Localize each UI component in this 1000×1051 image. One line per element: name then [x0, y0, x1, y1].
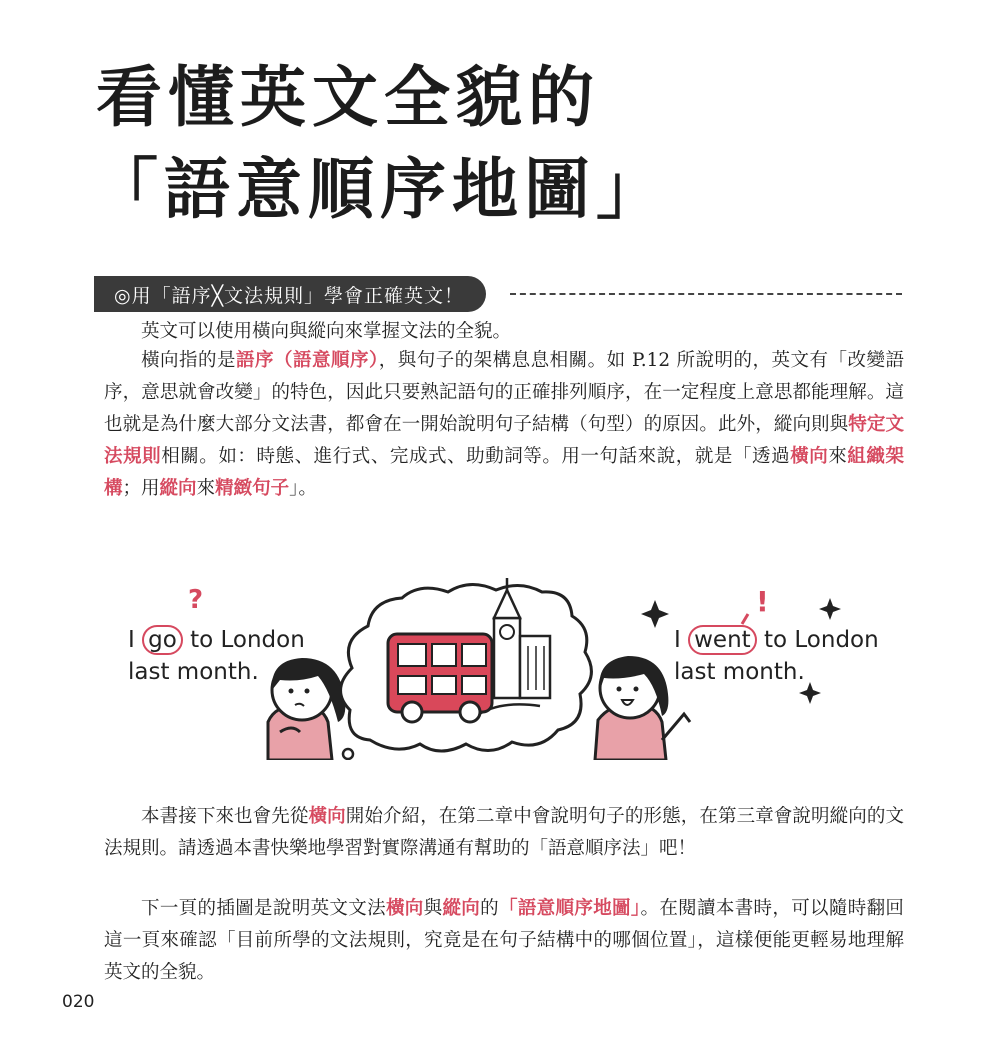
exclamation-accent-lines	[742, 614, 748, 624]
text: ；用	[122, 478, 160, 499]
exclamation-mark-icon: !	[756, 585, 769, 618]
section-heading	[94, 276, 486, 312]
question-mark-icon: ?	[188, 585, 204, 615]
highlight-grammar-rules: 特定文法規則	[104, 414, 904, 467]
speech-right-verb: went	[688, 625, 757, 655]
speech-left-pre: I	[128, 627, 135, 653]
text: 。在閱讀本書時，可以隨時翻回這一頁來確認「目前所學的文法規則，究竟是在句子結構中的哪個位置」，這樣便能更輕易地理解英文的全貌。	[104, 898, 904, 983]
text: 橫向指的是	[141, 350, 236, 371]
text: 相關。如：時態、進行式、完成式、助動詞等。用一句話來說，就是「透過	[161, 446, 791, 467]
text: 下一頁的插圖是說明英文文法	[141, 898, 386, 919]
highlight-word-order: 語序（語意順序）	[235, 350, 379, 371]
highlight-horizontal: 橫向	[308, 806, 346, 827]
speech-right-pre: I	[674, 627, 681, 653]
speech-left-post: to London	[190, 627, 305, 653]
text: 的	[480, 898, 499, 919]
section-divider	[510, 293, 902, 295]
text: 本書接下來也會先從	[141, 806, 309, 827]
highlight-horizontal: 橫向	[385, 898, 424, 919]
highlight-meaning-order-map: 「語意順序地圖」	[499, 898, 641, 919]
bus-illustration	[388, 634, 492, 722]
highlight-vertical: 縱向	[442, 898, 481, 919]
paragraph-book-plan	[104, 801, 904, 865]
highlight-horizontal: 橫向	[790, 446, 829, 467]
speech-left-line2: last month.	[128, 659, 259, 685]
highlight-refine-sentence: 精緻句子	[215, 478, 290, 499]
paragraph-next-page	[104, 893, 904, 989]
page-title	[92, 52, 668, 236]
text: 來	[196, 478, 216, 499]
thought-cloud-illustration	[340, 578, 591, 759]
paragraph-horizontal-vertical	[104, 345, 904, 505]
text: 與	[423, 898, 443, 919]
speech-right-line2: last month.	[674, 659, 805, 685]
page-number: 020	[62, 992, 95, 1012]
text: 開始介紹，在第二章中會說明句子的形態，在第三章會說明縱向的文法規則。請透過本書快樂地學習對實際溝通有幫助的「語意順序法」吧！	[104, 806, 904, 859]
text: 」。	[289, 478, 317, 499]
text: ，與句子的架構息息相關。如 P.12 所說明的，英文有「改變語序，意思就會改變」的特色，因此只要熟記語句的正確排列順序，在一定程度上意思都能理解。這也就是為什麼大部分文法書，都會在一開始說明句子結構（句型）的原因。此外，縱向則與	[104, 350, 904, 435]
paragraph-intro: 英文可以使用橫向與縱向來掌握文法的全貌。	[141, 321, 512, 342]
text: 來	[828, 446, 848, 467]
title-line-2: 「語意順序地圖」	[92, 151, 668, 228]
speech-right-post: to London	[763, 627, 879, 653]
speech-bubble-right	[674, 624, 879, 688]
section-heading-label: ◎用「語序╳文法規則」學會正確英文！	[94, 276, 486, 312]
highlight-structure: 組織架構	[104, 446, 904, 499]
title-line-1: 看懂英文全貌的	[96, 59, 600, 136]
highlight-vertical: 縱向	[159, 478, 197, 499]
speech-bubble-left	[128, 624, 305, 688]
speech-left-verb: go	[142, 625, 183, 655]
